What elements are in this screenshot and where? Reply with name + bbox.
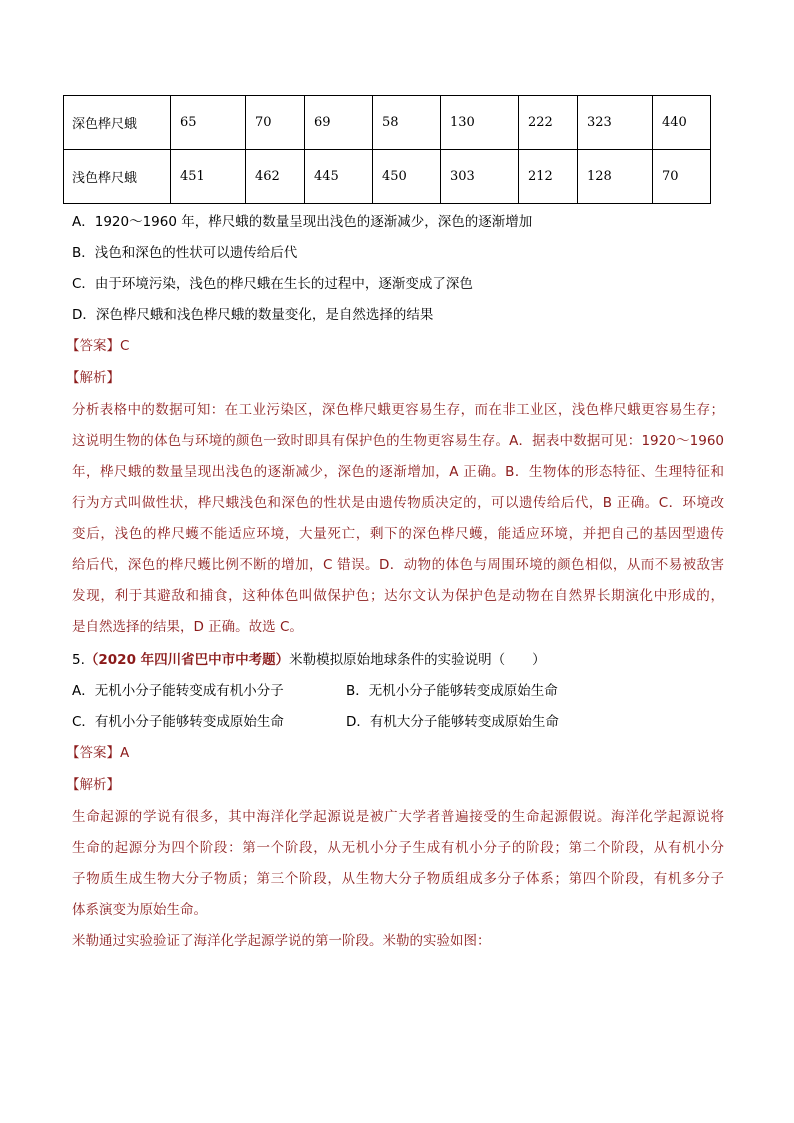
q4-option-d: D．深色桦尺蛾和浅色桦尺蛾的数量变化，是自然选择的结果 <box>72 307 434 323</box>
table-cell: 65 <box>171 96 246 150</box>
analysis-line: 变后，浅色的桦尺蠖不能适应环境，大量死亡，剩下的深色桦尺蠖，能适应环境，并把自己的基因型遗传 <box>72 526 724 542</box>
table-cell: 69 <box>305 96 373 150</box>
table-cell: 70 <box>653 150 711 204</box>
table-row <box>64 96 711 150</box>
analysis-line: 分析表格中的数据可知：在工业污染区，深色桦尺蛾更容易生存，而在非工业区，浅色桦尺蛾更容易生存； <box>72 402 724 418</box>
analysis-line: 给后代，深色的桦尺蠖比例不断的增加，C 错误。D．动物的体色与周围环境的颜色相似，从而不易被敌害 <box>72 557 724 573</box>
table-cell: 70 <box>246 96 305 150</box>
q5-answer: 【答案】A <box>66 745 130 761</box>
q5-number: 5. <box>72 652 85 668</box>
q5-option-d: D．有机大分子能够转变成原始生命 <box>346 714 559 730</box>
analysis-line: 生命起源的学说有很多，其中海洋化学起源说是被广大学者普遍接受的生命起源假说。海洋化学起源说将 <box>72 809 724 825</box>
q5-analysis-title: 【解析】 <box>66 777 120 793</box>
table-cell: 445 <box>305 150 373 204</box>
table-cell: 451 <box>171 150 246 204</box>
analysis-line: 这说明生物的体色与环境的颜色一致时即具有保护色的生物更容易生存。A．据表中数据可见：1920～1960 <box>72 433 724 449</box>
table-row <box>64 150 711 204</box>
analysis-line: 米勒通过实验验证了海洋化学起源学说的第一阶段。米勒的实验如图： <box>72 933 491 949</box>
analysis-line: 年，桦尺蛾的数量呈现出浅色的逐渐减少，深色的逐渐增加，A 正确。B．生物体的形态特征、生理特征和 <box>72 464 724 480</box>
table-cell: 58 <box>373 96 441 150</box>
q5-option-b: B．无机小分子能够转变成原始生命 <box>346 683 558 699</box>
table-cell: 450 <box>373 150 441 204</box>
analysis-line: 发现，利于其避敌和捕食，这种体色叫做保护色；达尔文认为保护色是动物在自然界长期演化中形成的， <box>72 588 724 604</box>
q5-option-c: C．有机小分子能够转变成原始生命 <box>72 714 284 730</box>
table-cell: 323 <box>578 96 653 150</box>
q5-stem: 米勒模拟原始地球条件的实验说明（ ） <box>289 652 546 668</box>
q4-option-a: A．1920～1960 年，桦尺蛾的数量呈现出浅色的逐渐减少，深色的逐渐增加 <box>72 214 533 230</box>
table-cell: 303 <box>441 150 519 204</box>
row-label: 深色桦尺蛾 <box>64 96 171 150</box>
table-cell: 440 <box>653 96 711 150</box>
row-label: 浅色桦尺蛾 <box>64 150 171 204</box>
q5-source: （2020 年四川省巴中市中考题） <box>84 652 290 668</box>
q5-option-a: A．无机小分子能转变成有机小分子 <box>72 683 284 699</box>
analysis-line: 体系演变为原始生命。 <box>72 902 207 918</box>
table-cell: 130 <box>441 96 519 150</box>
table-cell: 212 <box>519 150 578 204</box>
analysis-line: 是自然选择的结果，D 正确。故选 C。 <box>72 619 303 635</box>
analysis-line: 行为方式叫做性状，桦尺蛾浅色和深色的性状是由遗传物质决定的，可以遗传给后代，B 正确。C．环境改 <box>72 495 724 511</box>
moth-count-table <box>63 95 711 204</box>
table-cell: 462 <box>246 150 305 204</box>
q4-option-c: C．由于环境污染，浅色的桦尺蛾在生长的过程中，逐渐变成了深色 <box>72 276 473 292</box>
q4-option-b: B．浅色和深色的性状可以遗传给后代 <box>72 245 298 261</box>
q4-answer: 【答案】C <box>66 338 130 354</box>
q5-stem-line <box>72 648 546 668</box>
analysis-line: 子物质生成生物大分子物质；第三个阶段，从生物大分子物质组成多分子体系；第四个阶段，有机多分子 <box>72 871 724 887</box>
q4-analysis-title: 【解析】 <box>66 370 120 386</box>
table-cell: 128 <box>578 150 653 204</box>
table-cell: 222 <box>519 96 578 150</box>
analysis-line: 生命的起源分为四个阶段：第一个阶段，从无机小分子生成有机小分子的阶段；第二个阶段，从有机小分 <box>72 840 724 856</box>
